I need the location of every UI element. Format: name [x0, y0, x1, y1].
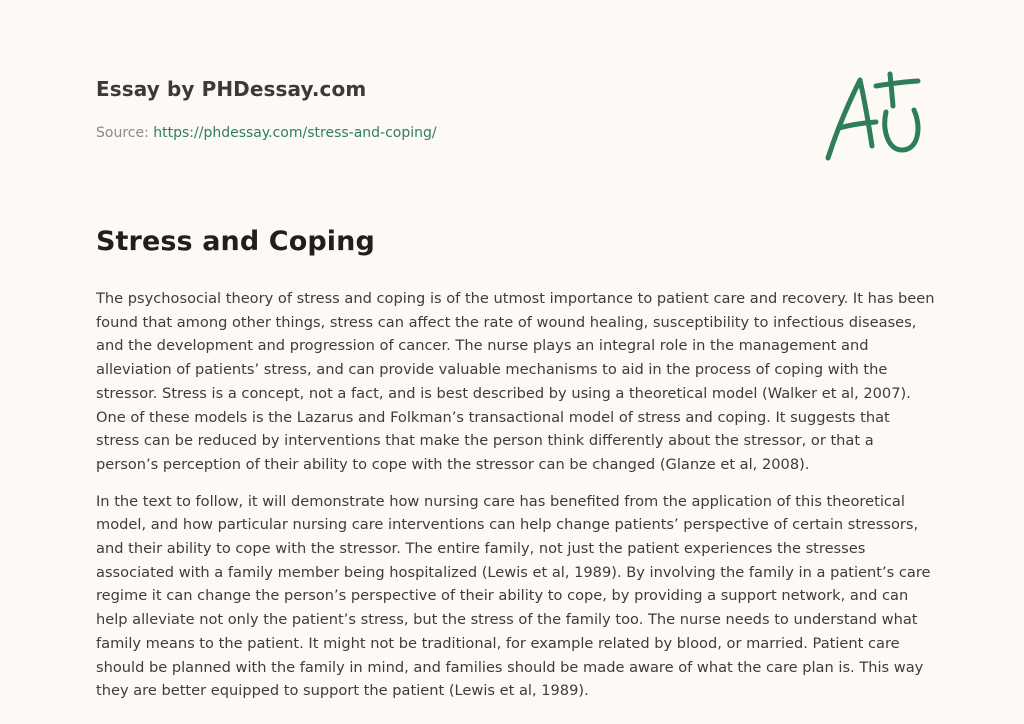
essay-paragraph: The psychosocial theory of stress and coping is of the utmost importance to patient care and recovery. It has been found that among other things, stress can affect the rate of wound healing, susceptibility to infectious diseases, and the development and progression of cancer. The nurse plays an integral role in the management and alleviation of patients’ stress, and can provide valuable mechanisms to aid in the process of coping with the stressor. Stress is a concept, not a fact, and is best described by using a theoretical model (Walker et al, 2007). One of these models is the Lazarus and Folkman’s transactional model of stress and coping. It suggests that stress can be reduced by interventions that make the person think differently about the stressor, or that a person’s perception of their ability to cope with the stressor can be changed (Glanze et al, 2008).	[96, 290, 935, 473]
a-plus-logo-icon	[822, 68, 930, 166]
essay-body	[96, 287, 936, 716]
source-label: Source:	[96, 125, 154, 141]
source-line	[96, 125, 437, 141]
source-link[interactable]: https://phdessay.com/stress-and-coping/	[153, 125, 437, 141]
essay-title: Stress and Coping	[96, 226, 375, 257]
essay-paragraph: In the text to follow, it will demonstrate how nursing care has benefited from the application of this theoretical model, and how particular nursing care interventions can help change patients’ perspective of certain stressors, and their ability to cope with the stressor. The entire family, not just the patient experiences the stresses associated with a family member being hospitalized (Lewis et al, 1989). By involving the family in a patient’s care regime it can change the person’s perspective of their ability to cope, by providing a support network, and can help alleviate not only the patient’s stress, but the stress of the family too. The nurse needs to understand what family means to the patient. It might not be traditional, for example related by blood, or married. Patient care should be planned with the family in mind, and families should be made aware of what the care plan is. This way they are better equipped to support the patient (Lewis et al, 1989).	[96, 492, 931, 700]
essay-brand-heading: Essay by PHDessay.com	[96, 77, 367, 101]
